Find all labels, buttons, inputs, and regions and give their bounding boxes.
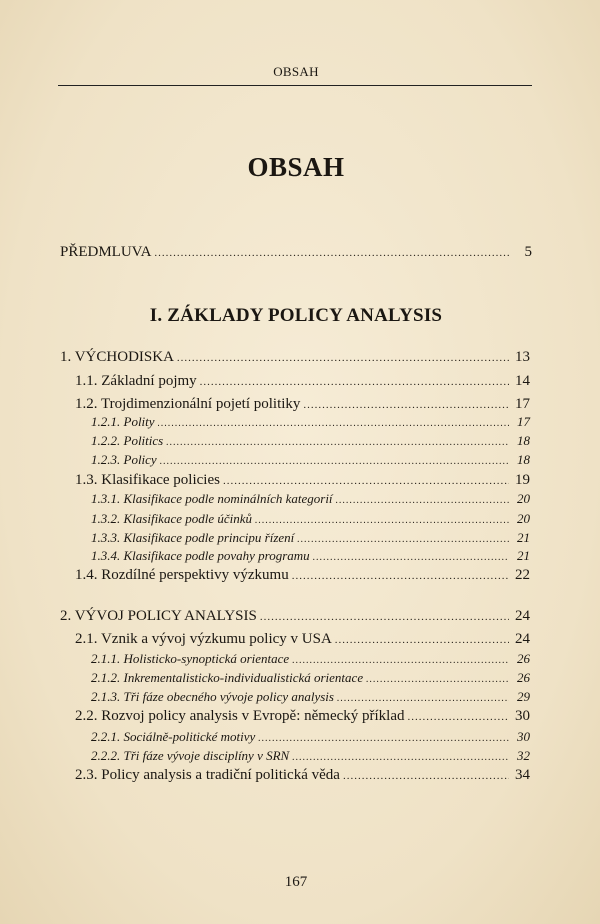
toc-entry [91,414,530,430]
toc-entry [60,608,530,625]
leader-dots [160,456,509,467]
toc-entry-page: 21 [517,530,530,545]
toc-entry [75,373,530,390]
leader-dots [292,752,509,763]
toc-entry [91,729,530,745]
leader-dots [255,515,509,526]
toc-entry [91,651,530,667]
leader-dots [408,711,509,723]
leader-dots [177,352,509,364]
toc-entry-page: 30 [517,729,530,744]
toc-entry [75,472,530,489]
toc-entry-page: 26 [517,670,530,685]
toc-entry [75,396,530,413]
toc-entry-page: 21 [517,548,530,563]
toc-entry-page: 20 [517,491,530,506]
toc-entry-label: 1.3.2. Klasifikace podle účinků [91,511,253,526]
toc-entry-page: 18 [517,452,530,467]
leader-dots [292,655,509,666]
toc-entry-preface [60,244,532,261]
toc-entry [91,689,530,705]
leader-dots [335,634,509,646]
toc-entry-label: 1.2.3. Policy [91,452,157,467]
toc-entry-label: 1.2.2. Politics [91,433,164,448]
toc-entry [91,748,530,764]
toc-entry [75,708,530,725]
toc-entry-page: 18 [517,433,530,448]
leader-dots [343,770,509,782]
toc-entry [91,452,530,468]
leader-dots [200,376,509,388]
toc-entry-label: 2.3. Policy analysis a tradiční politická věda [75,767,340,783]
toc-entry-page: 20 [517,511,530,526]
toc-entry-label: 2.2.1. Sociálně-politické motivy [91,729,256,744]
toc-entry [91,433,530,449]
header-rule [58,85,532,86]
toc-entry [91,670,530,686]
toc-entry-label: PŘEDMLUVA [60,244,152,260]
toc-entry-page: 34 [515,767,530,783]
toc-entry-page: 24 [515,631,530,647]
toc-entry-label: 2.1. Vznik a vývoj výzkumu policy v USA [75,631,332,647]
leader-dots [292,570,509,582]
leader-dots [336,495,509,506]
page-title: OBSAH [247,152,345,182]
toc-entry-page: 30 [515,708,530,724]
toc-entry-page: 22 [515,567,530,583]
toc-entry-label: 1.3.1. Klasifikace podle nominálních kategorií [91,491,333,506]
toc-entry-page: 32 [517,748,530,763]
toc-entry-page: 19 [515,472,530,488]
leader-dots [158,418,509,429]
toc-entry-label: 2.1.1. Holisticko-synoptická orientace [91,651,290,666]
toc-entry-label: 1.3. Klasifikace policies [75,472,220,488]
toc-entry-label: 2.2. Rozvoj policy analysis v Evropě: německý příklad [75,708,405,724]
running-head: OBSAH [273,64,319,79]
toc-entry-label: 1.4. Rozdílné perspektivy výzkumu [75,567,289,583]
toc-entry-label: 2.1.2. Inkrementalisticko-individualistická orientace [91,670,364,685]
toc-entry-page: 13 [515,349,530,365]
toc-entry-label: 1.3.4. Klasifikace podle povahy programu [91,548,310,563]
leader-dots [313,552,509,563]
page-number: 167 [284,874,308,890]
toc-entry-page: 26 [517,651,530,666]
leader-dots [297,534,509,545]
toc-entry-label: 2.1.3. Tři fáze obecného vývoje policy analysis [91,689,334,704]
leader-dots [166,437,509,448]
toc-entry [91,511,530,527]
toc-entry [60,349,530,366]
toc-entry [75,567,530,584]
leader-dots [337,693,509,704]
toc-entry-page: 5 [524,244,532,260]
toc-entry-label: 2.2.2. Tři fáze vývoje disciplíny v SRN [91,748,290,763]
part-title: I. ZÁKLADY POLICY ANALYSIS [149,305,443,326]
leader-dots [366,674,509,685]
toc-entry [91,548,530,564]
leader-dots [303,399,509,411]
toc-entry-page: 24 [515,608,530,624]
toc-entry-page: 14 [515,373,530,389]
toc-entry-label: 1.1. Základní pojmy [75,373,197,389]
toc-entry [75,631,530,648]
toc-entry-label: 1. VÝCHODISKA [60,349,174,365]
toc-entry [91,491,530,507]
leader-dots [154,247,511,259]
toc-entry-label: 2. VÝVOJ POLICY ANALYSIS [60,608,257,624]
toc-entry-page: 17 [517,414,530,429]
toc-entry-label: 1.3.3. Klasifikace podle principu řízení [91,530,295,545]
toc-entry-page: 29 [517,689,530,704]
toc-entry [75,767,530,784]
leader-dots [258,733,509,744]
toc-entry-page: 17 [515,396,530,412]
leader-dots [260,611,509,623]
toc-entry-label: 1.2.1. Polity [91,414,155,429]
toc-entry [91,530,530,546]
toc-entry-label: 1.2. Trojdimenzionální pojetí politiky [75,396,301,412]
leader-dots [223,475,509,487]
